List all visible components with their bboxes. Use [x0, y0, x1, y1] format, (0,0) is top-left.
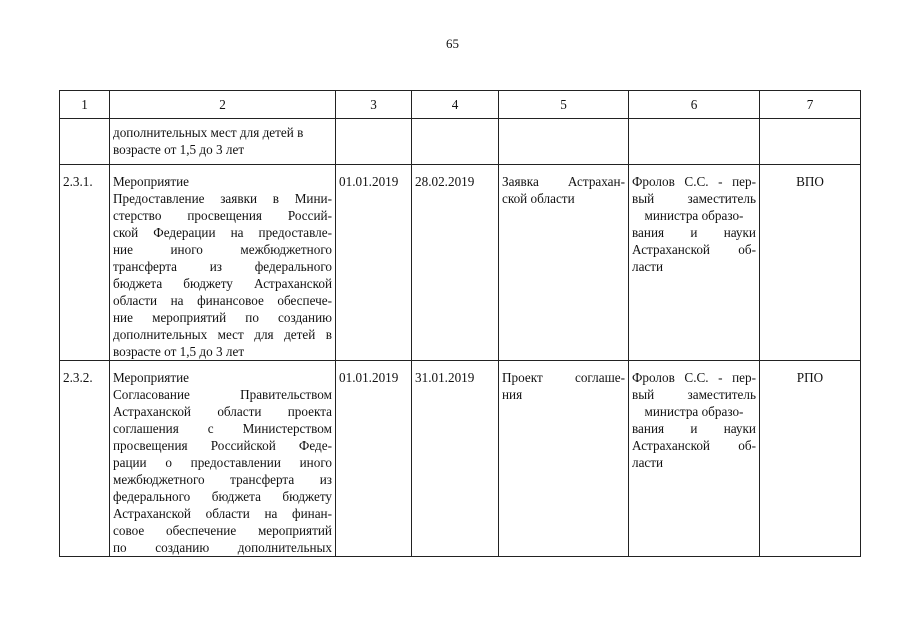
cell-start: 01.01.2019: [336, 361, 412, 557]
table-row: [60, 361, 861, 557]
cell-result: [499, 165, 629, 361]
header-cell: 7: [760, 91, 861, 119]
header-cell: 2: [110, 91, 336, 119]
cell-end: 31.01.2019: [412, 361, 499, 557]
cell-responsible: [629, 165, 760, 361]
description-line: Согласование Правительством: [113, 387, 332, 402]
header-cell: 4: [412, 91, 499, 119]
responsible-line: ласти: [632, 455, 664, 470]
header-cell: 1: [60, 91, 110, 119]
description-line: области на финансовое обеспече-: [113, 293, 332, 308]
cell-result: [499, 361, 629, 557]
description-line: межбюджетного трансферта из: [113, 472, 332, 487]
result-line: Заявка Астрахан-: [502, 174, 625, 189]
result-line: ской области: [502, 191, 575, 206]
page-number: 65: [446, 36, 459, 51]
description-line: ской Федерации на предоставле-: [113, 225, 332, 240]
responsible-line: министра образо-: [644, 208, 744, 223]
measure-title: Мероприятие: [113, 174, 190, 189]
cell-start: [336, 119, 412, 165]
description-line: возрасте от 1,5 до 3 лет: [113, 344, 245, 359]
responsible-line: вания и науки: [632, 225, 756, 240]
cell-description: [110, 119, 336, 165]
description-line: совое обеспечение мероприятий: [113, 523, 332, 538]
description-line: возрасте от 1,5 до 3 лет: [113, 142, 245, 157]
description-line: по созданию дополнительных: [113, 540, 332, 555]
description-line: Астраханской области проекта: [113, 404, 332, 419]
responsible-line: вания и науки: [632, 421, 756, 436]
header-cell: 5: [499, 91, 629, 119]
cell-num: [60, 119, 110, 165]
responsible-line: ласти: [632, 259, 664, 274]
description-line: федерального бюджета бюджету: [113, 489, 332, 504]
description-line: дополнительных мест для детей в: [113, 125, 304, 140]
cell-end: 28.02.2019: [412, 165, 499, 361]
cell-code: РПО: [760, 361, 861, 557]
cell-num: 2.3.2.: [60, 361, 110, 557]
description-line: ние иного межбюджетного: [113, 242, 332, 257]
table-row: [60, 165, 861, 361]
description-line: рации о предоставлении иного: [113, 455, 332, 470]
description-line: ние мероприятий по созданию: [113, 310, 332, 325]
plan-table: [59, 90, 861, 557]
measure-title: Мероприятие: [113, 370, 190, 385]
description-line: стерство просвещения Россий-: [113, 208, 332, 223]
header-cell: 6: [629, 91, 760, 119]
cell-description: [110, 361, 336, 557]
description-line: просвещения Российской Феде-: [113, 438, 332, 453]
description-line: трансферта из федерального: [113, 259, 332, 274]
cell-description: [110, 165, 336, 361]
description-line: дополнительных мест для детей в: [113, 327, 332, 342]
responsible-line: министра образо-: [644, 404, 744, 419]
result-line: Проект соглаше-: [502, 370, 625, 385]
responsible-line: Астраханской об-: [632, 438, 756, 453]
cell-responsible: [629, 361, 760, 557]
header-cell: 3: [336, 91, 412, 119]
result-line: ния: [502, 387, 523, 402]
cell-code: ВПО: [760, 165, 861, 361]
cell-responsible: [629, 119, 760, 165]
description-line: бюджета бюджету Астраханской: [113, 276, 332, 291]
responsible-line: вый заместитель: [632, 387, 756, 402]
responsible-line: Астраханской об-: [632, 242, 756, 257]
cell-code: [760, 119, 861, 165]
cell-result: [499, 119, 629, 165]
responsible-line: Фролов С.С. - пер-: [632, 174, 756, 189]
responsible-line: вый заместитель: [632, 191, 756, 206]
description-line: соглашения с Министерством: [113, 421, 332, 436]
cell-num: 2.3.1.: [60, 165, 110, 361]
cell-end: [412, 119, 499, 165]
header-row: [60, 91, 861, 119]
responsible-line: Фролов С.С. - пер-: [632, 370, 756, 385]
description-line: Астраханской области на финан-: [113, 506, 332, 521]
cell-start: 01.01.2019: [336, 165, 412, 361]
continuation-row: [60, 119, 861, 165]
description-line: Предоставление заявки в Мини-: [113, 191, 332, 206]
